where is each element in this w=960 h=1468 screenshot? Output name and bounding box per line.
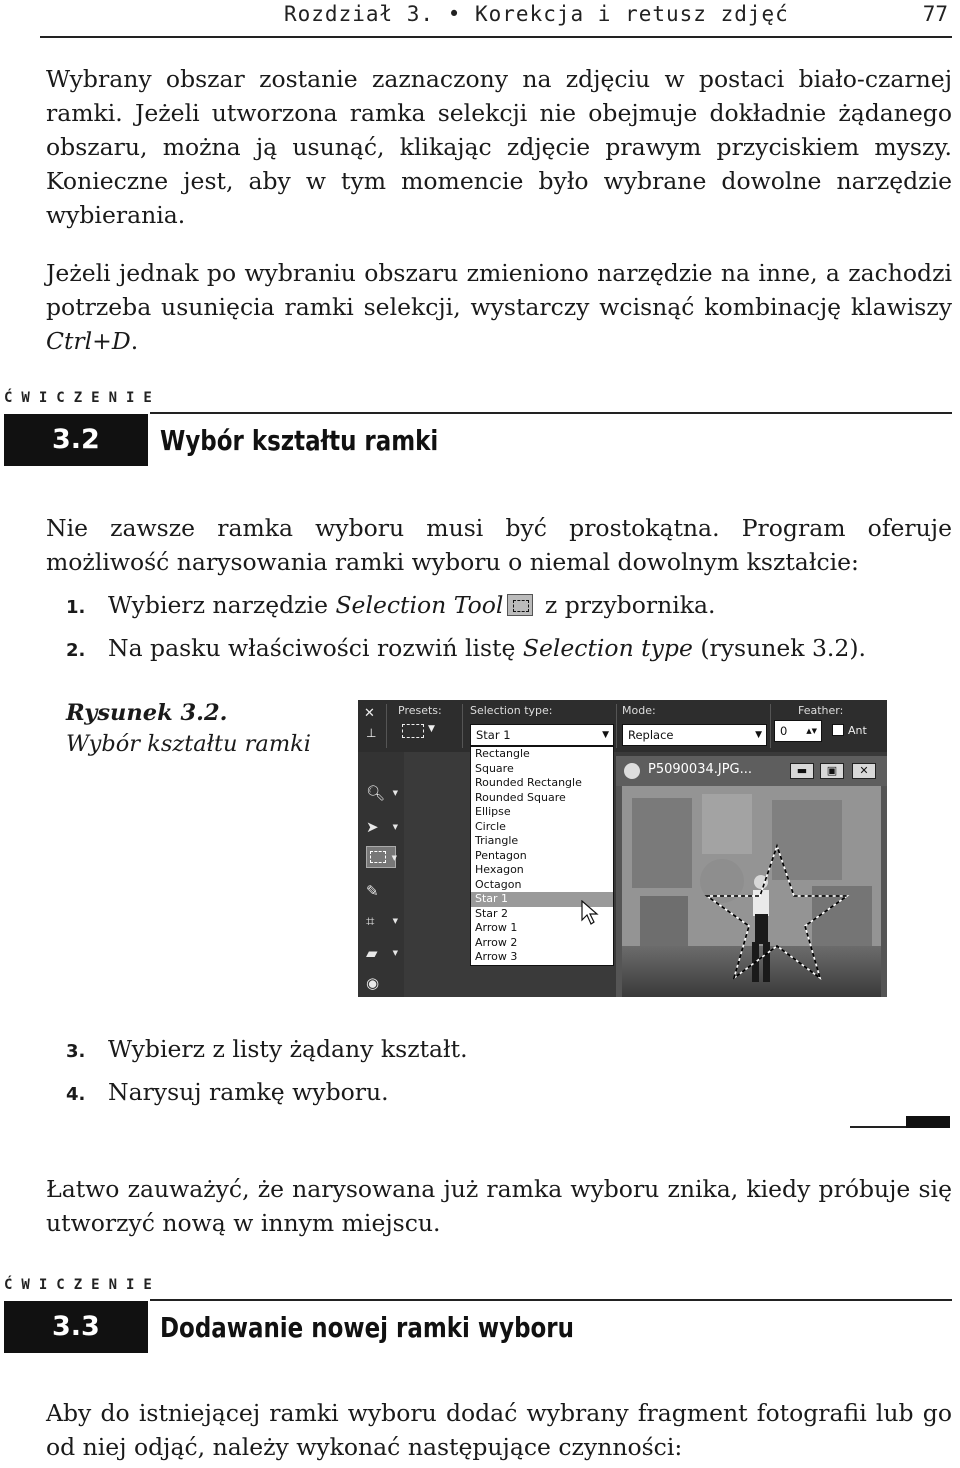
step-text: Na pasku właściwości rozwiń listę xyxy=(108,634,523,662)
options-bar xyxy=(358,700,887,752)
toolbox xyxy=(358,752,404,997)
step-2 xyxy=(66,631,866,668)
step-text: Narysuj ramkę wyboru. xyxy=(108,1078,389,1106)
document-titlebar xyxy=(616,756,887,786)
selection-tool-icon[interactable]: ▼ xyxy=(366,846,396,868)
feather-input[interactable] xyxy=(774,720,822,742)
separator xyxy=(616,704,617,748)
exercise-label: ĆWICZENIE xyxy=(4,390,161,406)
step-1 xyxy=(66,588,715,625)
photo-image xyxy=(622,786,881,997)
exercise-title: Wybór kształtu ramki xyxy=(160,424,439,457)
straighten-tool-icon[interactable]: ▰ ▼ xyxy=(366,944,398,962)
selection-type-dropdown xyxy=(470,746,614,966)
step-text-end: z przybornika. xyxy=(537,591,716,619)
exercise-number: 3.3 xyxy=(4,1301,148,1353)
mouse-cursor-icon xyxy=(580,900,600,926)
figure-description: Wybór kształtu ramki xyxy=(66,731,312,757)
document-icon xyxy=(624,763,640,779)
dropdown-option-octagon[interactable]: Octagon xyxy=(475,877,522,891)
exercise-label: ĆWICZENIE xyxy=(4,1277,161,1293)
step-text: Wybierz narzędzie xyxy=(108,591,336,619)
dropdown-option-circle[interactable]: Circle xyxy=(475,819,506,833)
separator xyxy=(386,704,387,748)
chevron-down-icon: ▼ xyxy=(755,730,762,740)
crop-tool-icon[interactable]: ⌗ ▼ xyxy=(366,912,398,930)
page-number: 77 xyxy=(922,2,948,26)
dropdown-option-ellipse[interactable]: Ellipse xyxy=(475,805,511,818)
selection-type-label: Selection type: xyxy=(470,704,553,717)
running-head xyxy=(40,0,952,38)
anti-alias-checkbox[interactable] xyxy=(832,724,844,736)
figure-screenshot xyxy=(358,700,887,997)
option-name: Selection type xyxy=(522,634,693,662)
intro-paragraph-1: Wybrany obszar zostanie zaznaczony na zdjęciu w postaci biało-czarnej ramki. Jeżeli utworzona ramka selekcji nie obejmuje dokładnie żądanego obszaru, można ją usunąć, klikając zdjęcie prawym przyciskiem myszy. Konieczne jest, aby w tym momencie było wybrane dowolne narzędzie wybierania. xyxy=(46,65,952,229)
exercise-rule xyxy=(150,412,952,414)
step-text-end: (rysunek 3.2). xyxy=(692,634,866,662)
zoom-tool-icon[interactable]: 🔍︎ ▼ xyxy=(366,784,398,802)
mode-select[interactable] xyxy=(622,724,767,746)
separator xyxy=(770,704,771,748)
intro-paragraph-2-end: . xyxy=(130,327,139,355)
note-paragraph: Łatwo zauważyć, że narysowana już ramka wyboru znika, kiedy próbuje się utworzyć nową w innym miejscu. xyxy=(46,1175,952,1237)
selection-type-value: Star 1 xyxy=(476,728,511,742)
selection-type-select[interactable] xyxy=(470,724,614,746)
dropdown-option-arrow-2[interactable]: Arrow 2 xyxy=(475,935,518,949)
figure-caption xyxy=(66,698,336,760)
chevron-down-icon[interactable]: ▼ xyxy=(428,724,435,734)
step-3 xyxy=(66,1032,468,1069)
exercise-title: Dodawanie nowej ramki wyboru xyxy=(160,1311,574,1344)
chevron-down-icon: ▼ xyxy=(602,730,609,740)
minimize-button[interactable]: ▬ xyxy=(790,763,814,779)
document-window xyxy=(616,756,887,997)
dropdown-option-rounded-rectangle[interactable]: Rounded Rectangle xyxy=(475,776,582,789)
intro-paragraph-2 xyxy=(46,256,952,358)
mode-value: Replace xyxy=(628,728,674,742)
presets-label: Presets: xyxy=(398,704,442,717)
exercise-rule xyxy=(150,1299,952,1301)
exercise-end-marker xyxy=(906,1116,950,1128)
dropdown-option-star-2[interactable]: Star 2 xyxy=(475,906,509,920)
step-number: 1. xyxy=(66,597,86,618)
close-icon[interactable]: ✕ xyxy=(364,706,375,721)
separator xyxy=(462,704,463,748)
chapter-title: Rozdział 3. • Korekcja i retusz zdjęć xyxy=(284,2,789,26)
step-number: 3. xyxy=(66,1041,86,1062)
exercise-intro: Nie zawsze ramka wyboru musi być prostokątna. Program oferuje możliwość narysowania ramki wyboru o niemal dowolnym kształcie: xyxy=(46,514,952,576)
dropdown-option-star-1[interactable]: Star 1 xyxy=(471,892,613,907)
document-title: P5090034.JPG... xyxy=(648,762,753,777)
pin-icon[interactable]: ⊥ xyxy=(366,726,377,740)
feather-label: Feather: xyxy=(798,704,844,717)
step-number: 2. xyxy=(66,640,86,661)
dropdown-option-pentagon[interactable]: Pentagon xyxy=(475,848,527,862)
selection-tool-icon xyxy=(507,594,533,616)
anti-alias-label: Ant xyxy=(848,724,867,737)
exercise-number: 3.2 xyxy=(4,414,148,466)
close-button[interactable]: ✕ xyxy=(852,763,876,779)
step-text: Wybierz z listy żądany kształt. xyxy=(108,1035,468,1063)
intro-paragraph-2-text: Jeżeli jednak po wybraniu obszaru zmieniono narzędzie na inne, a zachodzi potrzeba usunięcia ramki selekcji, wystarczy wcisnąć kombinację klawiszy xyxy=(46,259,952,321)
feather-value: 0 xyxy=(780,724,788,738)
presets-icon[interactable] xyxy=(402,724,424,738)
maximize-button[interactable]: ▣ xyxy=(820,763,844,779)
dropdown-option-arrow-1[interactable]: Arrow 1 xyxy=(475,921,518,934)
shortcut-ctrl-d: Ctrl+D xyxy=(46,327,131,355)
tool-name: Selection Tool xyxy=(335,591,504,619)
step-4 xyxy=(66,1075,389,1112)
spinner-icon[interactable]: ▲▼ xyxy=(806,727,817,735)
dropdown-option-hexagon[interactable]: Hexagon xyxy=(475,863,524,876)
dropdown-option-arrow-3[interactable]: Arrow 3 xyxy=(475,950,518,963)
dropdown-option-triangle[interactable]: Triangle xyxy=(475,834,519,847)
move-tool-icon[interactable]: ➤ ▼ xyxy=(366,818,398,836)
step-number: 4. xyxy=(66,1084,86,1105)
exercise-intro: Aby do istniejącej ramki wyboru dodać wybrany fragment fotografii lub go od niej odjąć, należy wykonać następujące czynności: xyxy=(46,1399,952,1461)
dropdown-option-square[interactable]: Square xyxy=(475,761,514,775)
mode-label: Mode: xyxy=(622,704,656,717)
figure-number: Rysunek 3.2. xyxy=(66,700,228,726)
dropdown-option-rectangle[interactable]: Rectangle xyxy=(475,747,530,760)
red-eye-tool-icon[interactable]: ◉ xyxy=(366,974,380,992)
dropdown-option-rounded-square[interactable]: Rounded Square xyxy=(475,790,566,804)
photo xyxy=(622,786,881,997)
eyedropper-tool-icon[interactable]: ✎ xyxy=(366,882,379,900)
